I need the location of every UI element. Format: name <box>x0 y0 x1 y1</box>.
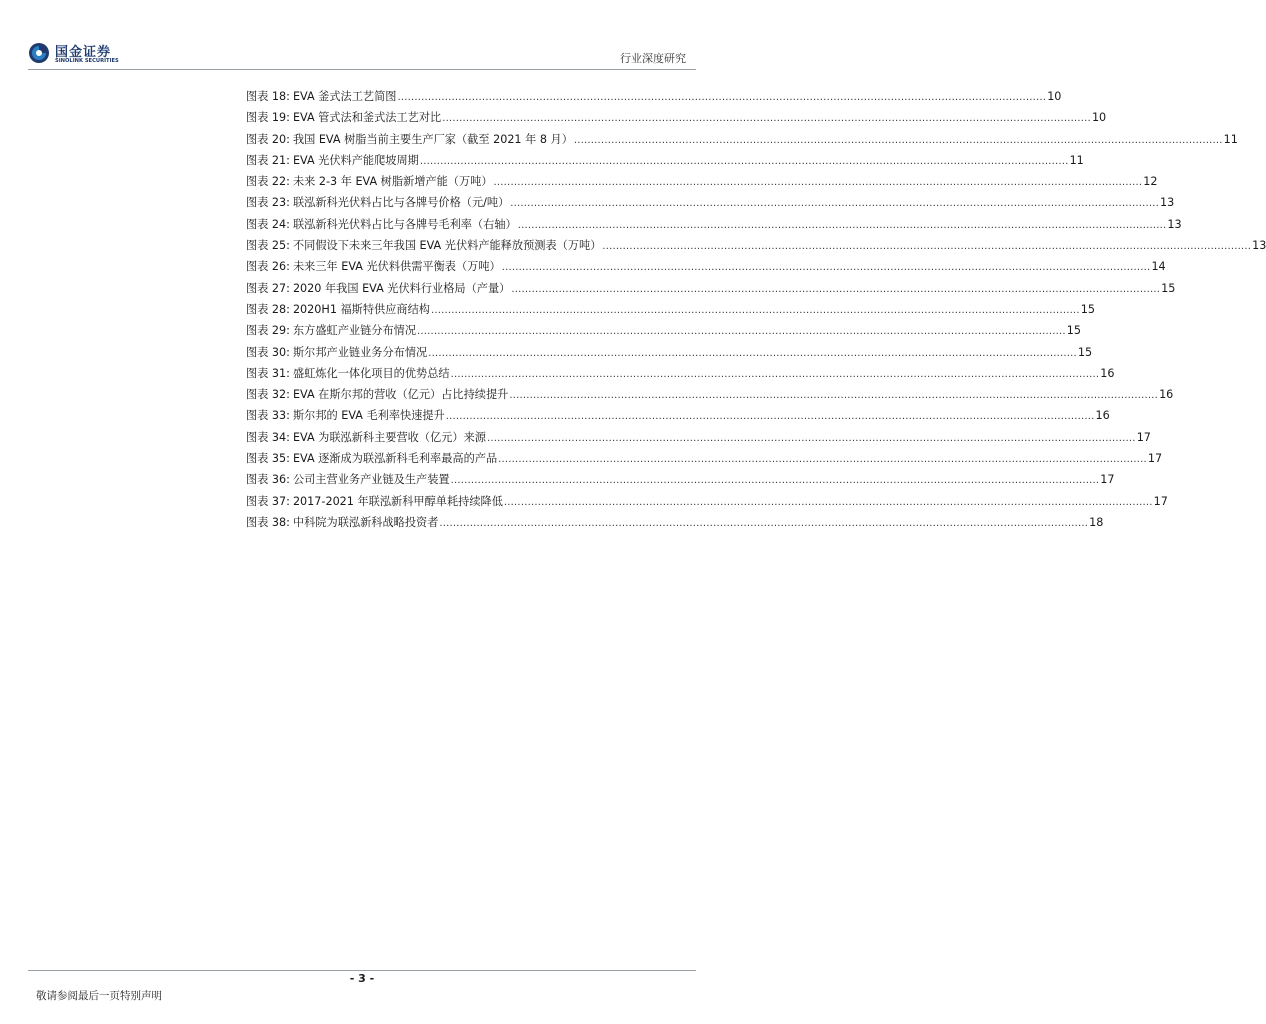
figure-title: 斯尔邦产业链业务分布情况 <box>292 345 428 359</box>
page-ref: 16 <box>1100 366 1115 380</box>
page-ref: 10 <box>1091 111 1107 125</box>
report-type: 行业深度研究 <box>620 52 686 65</box>
dot-leader <box>518 218 1167 231</box>
figure-label: 图表 31: <box>246 366 290 380</box>
page-ref: 17 <box>1136 430 1151 444</box>
figure-title: 中科院为联泓新科战略投资者 <box>292 515 439 529</box>
figure-label: 图表 22: <box>246 175 290 189</box>
toc-entry[interactable] <box>246 258 1166 279</box>
figure-label: 图表 28: <box>246 302 290 316</box>
figure-title: 联泓新科光伏料占比与各牌号毛利率（右轴） <box>292 217 517 231</box>
dot-leader <box>442 111 1091 124</box>
figure-label: 图表 38: <box>246 515 290 529</box>
dot-leader <box>487 431 1136 444</box>
page-ref: 15 <box>1080 302 1095 316</box>
dot-leader <box>511 282 1160 295</box>
toc-entry[interactable] <box>246 301 1095 322</box>
dot-leader <box>509 388 1158 401</box>
page-ref: 17 <box>1153 494 1168 508</box>
figure-label: 图表 32: <box>246 388 290 402</box>
figure-label: 图表 20: <box>246 132 290 146</box>
figure-label: 图表 34: <box>246 430 290 444</box>
toc-entry[interactable] <box>246 194 1175 215</box>
page-ref: 15 <box>1066 324 1081 338</box>
figure-label: 图表 33: <box>246 409 290 423</box>
figure-title: EVA 管式法和釜式法工艺对比 <box>292 111 442 125</box>
figure-title: 2020 年我国 EVA 光伏料行业格局（产量） <box>292 281 511 295</box>
dot-leader <box>397 90 1046 103</box>
toc-entry[interactable] <box>246 88 1062 109</box>
logo-chinese-name: 国金证券 <box>55 45 112 60</box>
logo-english-name: SINOLINK SECURITIES <box>55 58 119 64</box>
figure-title: EVA 为联泓新科主要营收（亿元）来源 <box>292 430 486 444</box>
page-ref: 16 <box>1095 409 1110 423</box>
figure-label: 图表 35: <box>246 452 290 466</box>
toc-entry[interactable] <box>246 514 1104 535</box>
page-ref: 17 <box>1100 473 1115 487</box>
page-ref: 18 <box>1089 515 1104 529</box>
figure-label: 图表 36: <box>246 473 290 487</box>
dot-leader <box>431 303 1080 316</box>
dot-leader <box>494 175 1143 188</box>
figure-title: 未来三年 EVA 光伏料供需平衡表（万吨） <box>292 260 501 274</box>
figure-label: 图表 27: <box>246 281 290 295</box>
dot-leader <box>504 495 1153 508</box>
dot-leader <box>451 367 1100 380</box>
figure-title: EVA 光伏料产能爬坡周期 <box>292 153 419 167</box>
figure-list <box>246 88 1266 535</box>
dot-leader <box>510 196 1159 209</box>
figure-label: 图表 26: <box>246 260 290 274</box>
page-ref: 15 <box>1161 281 1176 295</box>
toc-entry[interactable] <box>246 322 1081 343</box>
toc-entry[interactable] <box>246 493 1168 514</box>
toc-entry[interactable] <box>246 386 1174 407</box>
figure-title: EVA 逐渐成为联泓新科毛利率最高的产品 <box>292 452 498 466</box>
page-ref: 16 <box>1159 388 1174 402</box>
figure-title: 我国 EVA 树脂当前主要生产厂家（截至 2021 年 8 月） <box>292 132 573 146</box>
figure-label: 图表 30: <box>246 345 290 359</box>
toc-entry[interactable] <box>246 407 1110 428</box>
toc-entry[interactable] <box>246 216 1182 237</box>
toc-entry[interactable] <box>246 429 1151 450</box>
page-ref: 11 <box>1069 153 1084 167</box>
toc-entry[interactable] <box>246 237 1266 258</box>
toc-entry[interactable] <box>246 152 1084 173</box>
page-ref: 10 <box>1047 90 1062 103</box>
figure-title: 未来 2-3 年 EVA 树脂新增产能（万吨） <box>292 175 493 189</box>
toc-entry[interactable] <box>246 344 1093 365</box>
figure-title: EVA 釜式法工艺简图 <box>292 90 397 103</box>
dot-leader <box>417 324 1066 337</box>
dot-leader <box>446 409 1095 422</box>
page-number: - 3 - <box>349 972 375 985</box>
dot-leader <box>574 133 1223 146</box>
toc-entry[interactable] <box>246 173 1158 194</box>
figure-label: 图表 37: <box>246 494 290 508</box>
header-divider <box>28 69 696 70</box>
figure-title: 盛虹炼化一体化项目的优势总结 <box>292 366 450 380</box>
page-ref: 12 <box>1143 175 1158 189</box>
sinolink-logo-icon <box>28 42 50 64</box>
toc-entry[interactable] <box>246 450 1163 471</box>
dot-leader <box>602 239 1251 252</box>
figure-title: 东方盛虹产业链分布情况 <box>292 324 417 338</box>
figure-label: 图表 24: <box>246 217 290 231</box>
page-ref: 13 <box>1160 196 1175 210</box>
figure-title: 2017-2021 年联泓新科甲醇单耗持续降低 <box>292 494 503 508</box>
figure-label: 图表 29: <box>246 324 290 338</box>
figure-label: 图表 21: <box>246 153 290 167</box>
dot-leader <box>439 516 1088 529</box>
toc-entry[interactable] <box>246 280 1176 301</box>
footer-disclaimer: 敬请参阅最后一页特别声明 <box>36 990 162 1002</box>
figure-label: 图表 25: <box>246 239 290 253</box>
figure-label: 图表 18: <box>246 90 290 103</box>
page-ref: 13 <box>1252 239 1266 253</box>
figure-label: 图表 23: <box>246 196 290 210</box>
dot-leader <box>451 473 1100 486</box>
toc-entry[interactable] <box>246 471 1115 492</box>
page-ref: 15 <box>1077 345 1093 359</box>
page-ref: 13 <box>1167 217 1182 231</box>
dot-leader <box>498 452 1147 465</box>
toc-entry[interactable] <box>246 131 1238 152</box>
dot-leader <box>420 154 1069 167</box>
figure-title: 斯尔邦的 EVA 毛利率快速提升 <box>292 409 445 423</box>
figure-label: 图表 19: <box>246 111 290 125</box>
footer-divider <box>28 970 696 971</box>
toc-entry[interactable] <box>246 109 1107 130</box>
figure-title: EVA 在斯尔邦的营收（亿元）占比持续提升 <box>292 388 509 402</box>
figure-title: 联泓新科光伏料占比与各牌号价格（元/吨） <box>292 196 510 210</box>
page-ref: 14 <box>1151 260 1166 274</box>
figure-title: 2020H1 福斯特供应商结构 <box>292 302 430 316</box>
dot-leader <box>428 346 1077 359</box>
dot-leader <box>502 260 1151 273</box>
page-ref: 11 <box>1223 132 1238 146</box>
figure-title: 不同假设下未来三年我国 EVA 光伏料产能释放预测表（万吨） <box>292 239 602 253</box>
company-logo <box>28 40 138 68</box>
figure-title: 公司主营业务产业链及生产装置 <box>292 473 450 487</box>
page-ref: 17 <box>1147 452 1163 466</box>
toc-entry[interactable] <box>246 365 1115 386</box>
